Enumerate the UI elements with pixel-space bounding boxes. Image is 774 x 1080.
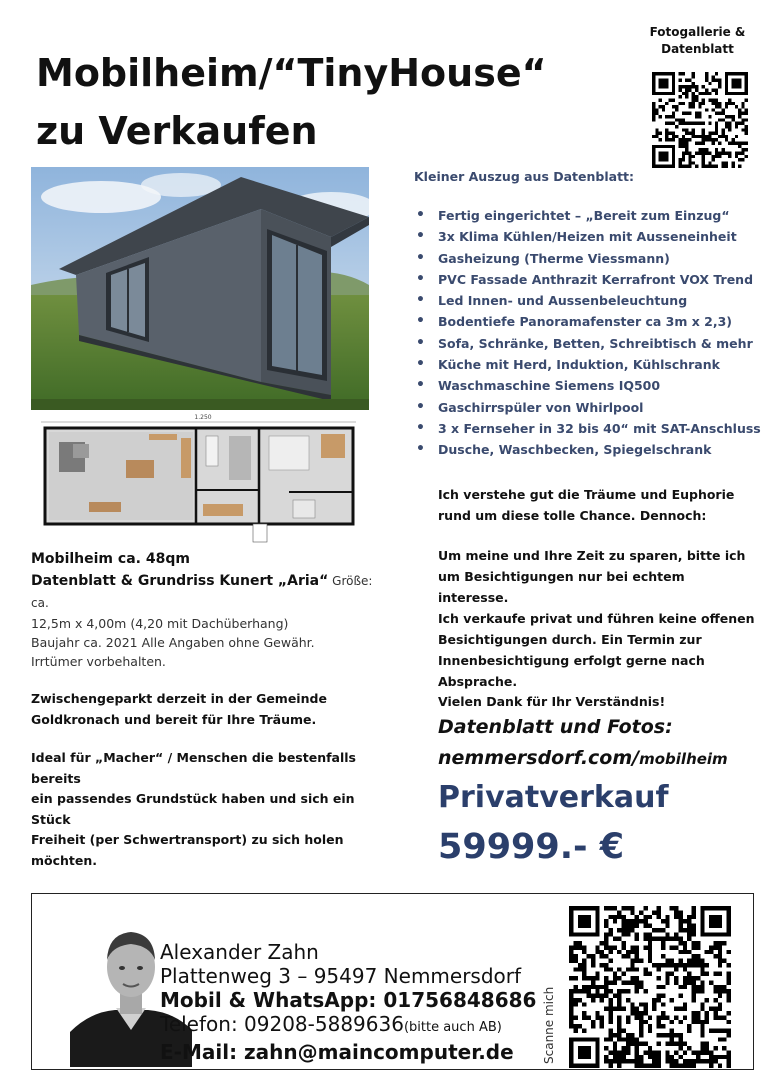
- location-paragraph: [31, 689, 391, 730]
- size-line: 12,5m x 4,00m (4,20 mit Dachüberhang): [31, 616, 289, 631]
- paragraph-line: Goldkronach und bereit für Ihre Träume.: [31, 711, 317, 727]
- paragraph-line: Besichtigungen durch. Ein Termin zur: [438, 632, 702, 647]
- area-line: Mobilheim ca. 48qm: [31, 551, 190, 567]
- feature-item: • Sofa, Schränke, Betten, Schreibtisch & mehr: [414, 333, 754, 354]
- feature-item: • Bodentiefe Panoramafenster ca 3m x 2,3): [414, 311, 754, 332]
- title-line-1: Mobilheim/“TinyHouse“: [36, 51, 547, 95]
- feature-item: • Waschmaschine Siemens IQ500: [414, 375, 754, 396]
- website-label: Datenblatt und Fotos:: [438, 716, 673, 738]
- feature-item: • Küche mit Herd, Induktion, Kühlschrank: [414, 354, 754, 375]
- qr-label-line-1: Fotogallerie &: [649, 25, 746, 39]
- contact-qr-code[interactable]: [569, 906, 731, 1068]
- gallery-qr-code[interactable]: [652, 72, 748, 168]
- paragraph-line: Ideal für „Macher“ / Menschen die bestenfalls bereits: [31, 750, 356, 786]
- house-photo: [31, 167, 369, 410]
- paragraph-line: Ich verkaufe privat und führen keine offenen: [438, 611, 755, 626]
- paragraph-line: ein passendes Grundstück haben und sich ein Stück: [31, 791, 355, 827]
- disclaimer-line: Irrtümer vorbehalten.: [31, 654, 166, 669]
- paragraph-line: rund um diese tolle Chance. Dennoch:: [438, 508, 707, 523]
- feature-item: • 3 x Fernseher in 32 bis 40“ mit SAT-Anschluss: [414, 418, 754, 439]
- website-path: mobilheim: [639, 750, 728, 768]
- feature-item: • Gaschirrspüler von Whirlpool: [414, 397, 754, 418]
- private-sale-label: Privatverkauf: [438, 780, 669, 815]
- target-audience-paragraph: [31, 748, 391, 871]
- paragraph-line: Absprache.: [438, 674, 518, 689]
- thanks-line: Vielen Dank für Ihr Verständnis!: [438, 694, 666, 709]
- feature-item: • Led Innen- und Aussenbeleuchtung: [414, 290, 754, 311]
- qr-code-icon: [652, 72, 748, 168]
- qr-code-icon: [569, 906, 731, 1068]
- qr-label: [640, 24, 755, 58]
- feature-item: • Dusche, Waschbecken, Spiegelschrank: [414, 439, 754, 460]
- contact-details: [160, 940, 536, 1064]
- phone-note: (bitte auch AB): [403, 1020, 502, 1035]
- plan-dimension: 1.250: [194, 414, 212, 421]
- floor-plan: [31, 412, 369, 545]
- phone-number: Telefon: 09208-5889636: [160, 1012, 404, 1036]
- website-domain: nemmersdorf.com/: [438, 747, 640, 769]
- datasheet-excerpt: [414, 168, 761, 461]
- feature-item: • 3x Klima Kühlen/Heizen mit Ausseneinheit: [414, 226, 754, 247]
- description-left: [31, 548, 391, 951]
- feature-item: • Gasheizung (Therme Viessmann): [414, 248, 754, 269]
- contact-mobile[interactable]: Mobil & WhatsApp: 01756848686: [160, 988, 537, 1012]
- paragraph-line: Ich verstehe gut die Träume und Euphorie: [438, 487, 735, 502]
- title-line-2: zu Verkaufen: [36, 109, 318, 153]
- website-block: [438, 712, 728, 775]
- price: 59999.- €: [438, 827, 625, 867]
- website-link[interactable]: [438, 743, 728, 775]
- year-line: Baujahr ca. 2021 Alle Angaben ohne Gewähr.: [31, 635, 315, 650]
- paragraph-line: Innenbesichtigung erfolgt gerne nach: [438, 653, 705, 668]
- feature-item: • Fertig eingerichtet – „Bereit zum Einzug“: [414, 205, 754, 226]
- model-line: [31, 570, 391, 614]
- qr-label-line-2: Datenblatt: [661, 42, 734, 56]
- size-label: Größe: ca.: [31, 574, 373, 610]
- page-title: [36, 44, 547, 160]
- understanding-paragraph: [438, 484, 758, 526]
- paragraph-line: Um meine und Ihre Zeit zu sparen, bitte ich: [438, 548, 746, 563]
- model-name: Datenblatt & Grundriss Kunert „Aria“: [31, 573, 329, 589]
- viewing-policy-paragraph: [438, 545, 758, 692]
- contact-address: Plattenweg 3 – 95497 Nemmersdorf: [160, 964, 522, 988]
- paragraph-line: Freiheit (per Schwertransport) zu sich holen möchten.: [31, 832, 344, 868]
- contact-email[interactable]: E-Mail: zahn@maincomputer.de: [160, 1040, 514, 1064]
- contact-name: Alexander Zahn: [160, 940, 319, 964]
- excerpt-heading: Kleiner Auszug aus Datenblatt:: [414, 169, 635, 184]
- paragraph-line: um Besichtigungen nur bei echtem interesse.: [438, 569, 685, 605]
- contact-box: [31, 893, 754, 1070]
- paragraph-line: Zwischengeparkt derzeit in der Gemeinde: [31, 691, 327, 706]
- scan-me-label: Scanne mich: [542, 986, 556, 1064]
- contact-phone[interactable]: [160, 1012, 536, 1040]
- feature-item: • PVC Fassade Anthrazit Kerrafront VOX Trend: [414, 269, 754, 290]
- feature-list: [414, 205, 761, 461]
